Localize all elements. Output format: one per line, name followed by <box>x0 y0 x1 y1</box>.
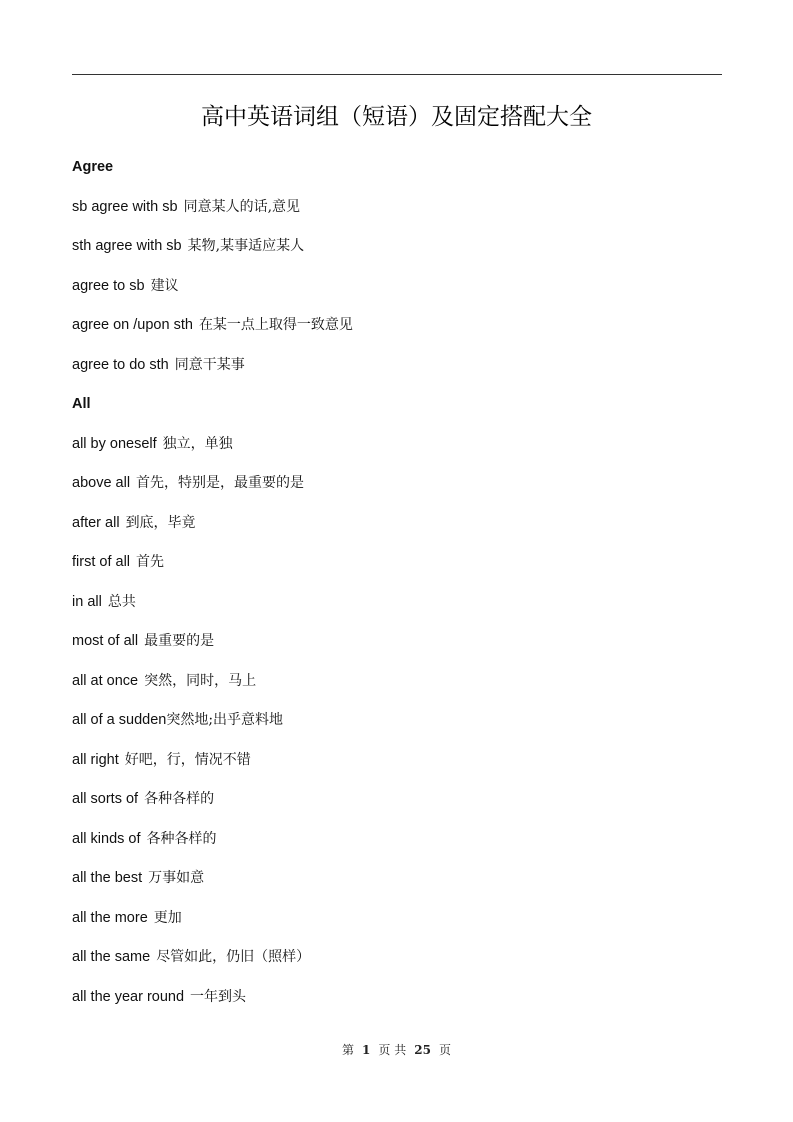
phrase-en: first of all <box>72 554 131 570</box>
list-item <box>72 705 722 745</box>
list-item <box>72 626 722 666</box>
page-footer <box>0 1040 793 1060</box>
list-item <box>72 745 722 785</box>
list-item <box>72 310 722 350</box>
phrase-en: all the same <box>72 949 151 965</box>
phrase-en: all right <box>72 751 119 768</box>
phrase-zh: 首先，特别是，最重要的是 <box>136 475 305 491</box>
phrase-zh: 各种各样的 <box>144 791 215 807</box>
phrase-zh: 总共 <box>107 593 136 610</box>
phrase-en: after all <box>72 514 120 531</box>
phrase-zh: 同意干某事 <box>174 356 245 373</box>
list-item <box>72 429 722 469</box>
phrase-en: all the more <box>72 909 148 926</box>
current-page-number: 1 <box>362 1043 371 1057</box>
phrase-en: in all <box>72 593 102 610</box>
phrase-zh: 到底，毕竟 <box>125 514 196 531</box>
phrase-zh: 万事如意 <box>148 870 205 886</box>
footer-suffix: 页 <box>438 1043 451 1057</box>
footer-mid: 页 共 <box>378 1043 407 1057</box>
phrase-en: all of a sudden <box>72 712 167 728</box>
phrase-zh: 各种各样的 <box>146 830 217 847</box>
list-item <box>72 271 722 311</box>
phrase-en: all the year round <box>72 988 185 1005</box>
phrase-zh: 一年到头 <box>190 988 247 1005</box>
total-pages-number: 25 <box>414 1043 431 1057</box>
page-title: 高中英语词组（短语）及固定搭配大全 <box>201 104 592 130</box>
list-item <box>72 192 722 232</box>
list-item <box>72 350 722 390</box>
phrase-en: agree to sb <box>72 277 145 294</box>
section-heading-all: All <box>72 396 91 412</box>
list-item <box>72 982 722 1022</box>
phrase-zh: 最重要的是 <box>144 633 215 649</box>
list-item <box>72 231 722 271</box>
phrase-zh: 突然，同时，马上 <box>144 672 257 689</box>
list-item <box>72 863 722 903</box>
phrase-en: all the best <box>72 870 143 886</box>
phrase-zh: 在某一点上取得一致意见 <box>198 317 353 333</box>
phrase-en: all sorts of <box>72 791 139 807</box>
phrase-zh: 建议 <box>150 277 179 294</box>
phrase-zh: 独立，单独 <box>162 435 233 452</box>
list-item <box>72 824 722 864</box>
phrase-en: agree on /upon sth <box>72 317 193 333</box>
header-rule <box>72 74 722 75</box>
phrase-en: all by oneself <box>72 435 157 452</box>
phrase-en: agree to do sth <box>72 356 169 373</box>
phrase-zh: 更加 <box>153 909 182 926</box>
phrase-zh: 某物,某事适应某人 <box>187 238 305 254</box>
list-item <box>72 468 722 508</box>
list-item <box>72 942 722 982</box>
phrase-en: above all <box>72 475 131 491</box>
list-item <box>72 666 722 706</box>
document-body <box>72 152 722 1021</box>
footer-prefix: 第 <box>342 1043 355 1057</box>
phrase-zh: 尽管如此，仍旧（照样） <box>156 949 311 965</box>
list-item <box>72 903 722 943</box>
phrase-en: all at once <box>72 672 139 689</box>
phrase-en: sb agree with sb <box>72 198 178 215</box>
list-item <box>72 547 722 587</box>
list-item <box>72 587 722 627</box>
phrase-zh: 好吧，行，情况不错 <box>124 751 251 768</box>
phrase-en: sth agree with sb <box>72 238 182 254</box>
phrase-zh: 同意某人的话,意见 <box>183 198 301 215</box>
phrase-en: all kinds of <box>72 830 141 847</box>
phrase-zh: 首先 <box>136 554 165 570</box>
section-heading-agree: Agree <box>72 159 114 175</box>
phrase-zh: 突然地;出乎意料地 <box>166 712 284 728</box>
phrase-en: most of all <box>72 633 139 649</box>
list-item <box>72 784 722 824</box>
list-item <box>72 508 722 548</box>
